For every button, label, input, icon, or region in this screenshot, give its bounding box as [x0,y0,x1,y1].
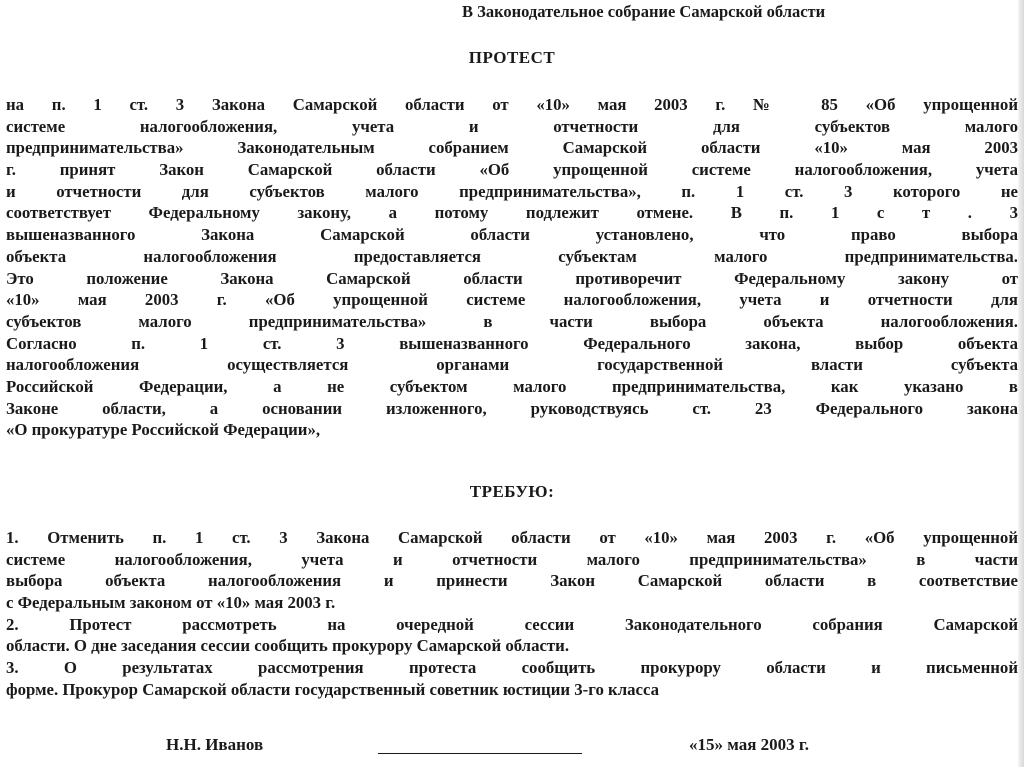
page-edge-shadow [1018,0,1024,767]
demand-line: 1. Отменить п. 1 ст. 3 Закона Самарской области от «10» мая 2003 г. «Об упрощенной [6,528,1018,547]
demand-line: 2. Протест рассмотреть на очередной сессии Законодательного собрания Самарской [6,614,1018,634]
demand-line: области. О дне заседания сессии сообщить прокурору Самарской области. [6,636,570,656]
signature-line [378,753,582,754]
body-line: соответствует Федеральному закону, а потому подлежит отмене. В п. 1 с т . 3 [6,203,1018,223]
body-line: объекта налогообложения предоставляется субъектам малого предпринимательства. [6,246,1018,266]
body-line: «О прокуратуре Российской Федерации», [6,420,321,440]
demand-line: 3. О результатах рассмотрения протеста сообщить прокурору области и письменной [6,658,1018,678]
signature-block [6,735,1018,759]
body-line: предпринимательства» Законодательным собранием Самарской области «10» мая 2003 [6,138,1018,158]
demand-line: системе налогообложения, учета и отчетности малого предпринимательства» в части [6,549,1018,569]
body-line: Законе области, а основании изложенного, руководствуясь ст. 23 Федерального закона [6,398,1018,418]
body-line: на п. 1 ст. 3 Закона Самарской области от «10» мая 2003 г. № 85 «Об упрощенной [6,95,1018,114]
body-line: налогообложения осуществляется органами государственной власти субъекта [6,355,1018,375]
body-line: Согласно п. 1 ст. 3 вышеназванного Федерального закона, выбор объекта [6,333,1018,353]
body-line: г. принят Закон Самарской области «Об упрощенной системе налогообложения, учета [6,160,1018,180]
body-line: субъектов малого предпринимательства» в части выбора объекта налогообложения. [6,311,1018,331]
body-line: Российской Федерации, а не субъектом малого предпринимательства, как указано в [6,376,1018,396]
body-line: вышеназванного Закона Самарской области установлено, что право выбора [6,225,1018,245]
demand-list [6,527,1018,701]
body-line: системе налогообложения, учета и отчетности для субъектов малого [6,116,1018,136]
signatory-name: Н.Н. Иванов [166,735,264,754]
demand-line: выбора объекта налогообложения и принести Закон Самарской области в соответствие [6,571,1018,591]
addressee-line: В Законодательное собрание Самарской области [462,2,826,21]
demand-line: форме. Прокурор Самарской области государственный советник юстиции 3-го класса [6,679,659,699]
protest-document [6,0,1018,767]
document-title: ПРОТЕСТ [468,48,556,67]
body-line: «10» мая 2003 г. «Об упрощенной системе налогообложения, учета и отчетности для [6,290,1018,310]
demand-line: с Федеральным законом от «10» мая 2003 г. [6,593,336,613]
body-line: и отчетности для субъектов малого предпринимательства», п. 1 ст. 3 которого не [6,181,1018,201]
protest-body [6,94,1018,441]
body-line: Это положение Закона Самарской области противоречит Федеральному закону от [6,268,1018,288]
demand-title: ТРЕБУЮ: [469,482,555,501]
signature-date: «15» мая 2003 г. [689,735,809,754]
